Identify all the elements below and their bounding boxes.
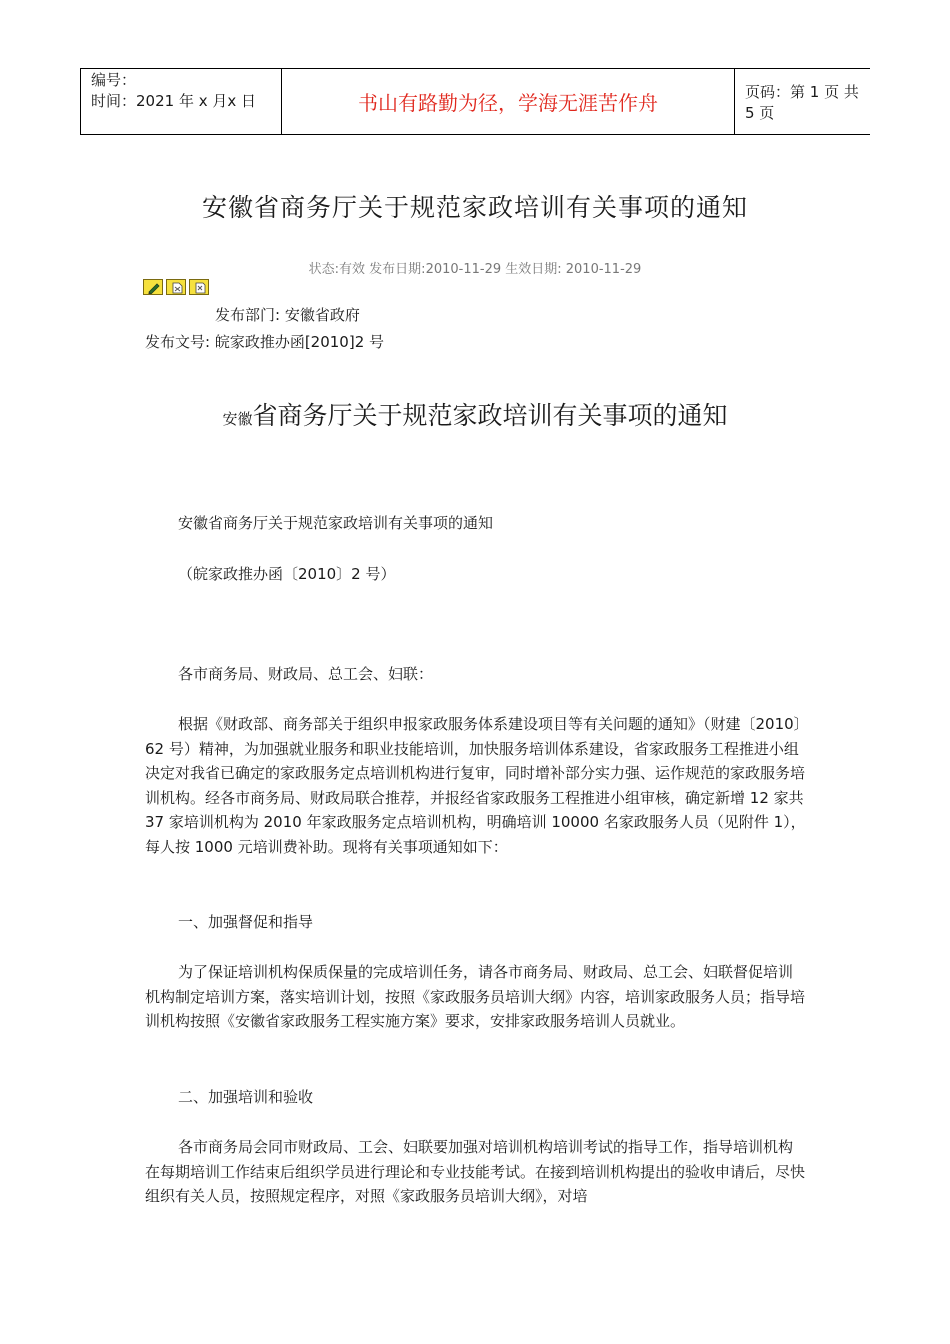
section-paragraph-1: 为了保证培训机构保质保量的完成培训任务，请各市商务局、财政局、总工会、妇联督促培训机构制定培训方案，落实培训计划，按照《家政服务员培训大纲》内容，培训家政服务人员；指导培训机构按照《安徽省家政服务工程实施方案》要求，安排家政服务培训人员就业。 — [145, 963, 806, 1030]
motto: 书山有路勤为径，学海无涯苦作舟 — [282, 69, 735, 134]
secondary-title — [0, 396, 950, 432]
section-heading-2: 二、加强培训和验收 — [178, 1088, 314, 1106]
secondary-title-prefix: 安徽 — [222, 410, 253, 428]
save-icon[interactable] — [189, 279, 209, 295]
edit-icon[interactable] — [143, 279, 163, 295]
body-doc-number: （皖家政推办函〔2010〕2 号） — [178, 565, 396, 583]
secondary-title-main: 省商务厅关于规范家政培训有关事项的通知 — [252, 401, 728, 430]
document-header — [80, 68, 870, 135]
print-icon[interactable] — [166, 279, 186, 295]
section-paragraph-2: 各市商务局会同市财政局、工会、妇联要加强对培训机构培训考试的指导工作，指导培训机构在每期培训工作结束后组织学员进行理论和专业技能考试。在接到培训机构提出的验收申请后，尽快组织有关人员，按照规定程序，对照《家政服务员培训大纲》，对培 — [145, 1138, 806, 1205]
toolbar-icons — [143, 279, 209, 295]
issuer: 发布部门: 安徽省政府 — [215, 306, 360, 324]
status-line: 状态:有效 发布日期:2010-11-29 生效日期: 2010-11-29 — [308, 262, 642, 277]
header-meta-cell — [81, 69, 282, 134]
time-label: 时间：2021 年 x 月x 日 — [91, 92, 257, 110]
section-heading-1: 一、加强督促和指导 — [178, 913, 314, 931]
body-intro-paragraph: 根据《财政部、商务部关于组织申报家政服务体系建设项目等有关问题的通知》（财建〔2010〕62 号）精神，为加强就业服务和职业技能培训，加快服务培训体系建设，省家政服务工程推进小组决定对我省已确定的家政服务定点培训机构进行复审，同时增补部分实力强、运作规范的家政服务培训机构。经各市商务局、财政局联合推荐，并报经省家政服务工程推进小组审核，确定新增 12 家共 37 家培训机构为 2010 年家政服务定点培训机构，明确培训 10000 名家政服务人员（见附件 1），每人按 1000 元培训费补助。现将有关事项通知如下： — [145, 715, 806, 856]
doc-number: 发布文号: 皖家政推办函[2010]2 号 — [145, 333, 385, 351]
page-title: 安徽省商务厅关于规范家政培训有关事项的通知 — [201, 193, 748, 222]
code-label: 编号： — [91, 71, 137, 89]
page-info: 页码：第 1 页 共 5 页 — [745, 82, 859, 122]
body-title: 安徽省商务厅关于规范家政培训有关事项的通知 — [178, 514, 494, 532]
body-salutation: 各市商务局、财政局、总工会、妇联： — [178, 665, 434, 683]
